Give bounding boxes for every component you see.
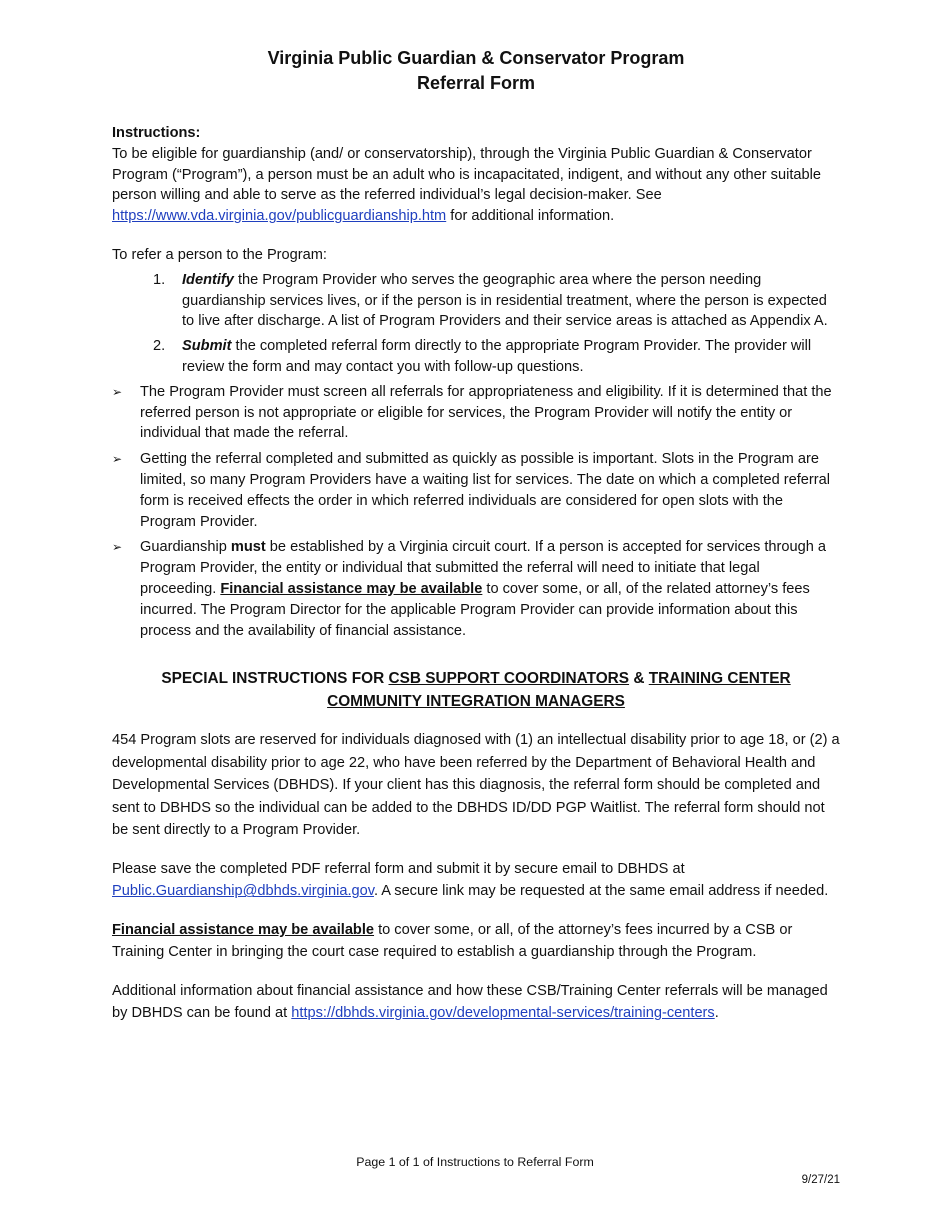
special-instructions-heading: SPECIAL INSTRUCTIONS FOR CSB SUPPORT COORDINATORS & TRAINING CENTER COMMUNITY INTEGRATION MANAGERS xyxy=(161,670,791,711)
dbhds-training-link[interactable]: https://dbhds.virginia.gov/developmental-services/training-centers xyxy=(291,1005,715,1022)
vda-link[interactable]: https://www.vda.virginia.gov/publicguardianship.htm xyxy=(112,208,447,225)
arrowhead-bullet-icon: ➢ xyxy=(112,384,123,399)
financial-paragraph: Financial assistance may be available to cover some, or all, of the attorney’s fees incurred by a CSB or Training Center in bringing the court case required to establish a guardianship through the Program. xyxy=(112,921,793,961)
refer-lead: To refer a person to the Program: xyxy=(112,246,327,263)
submit-paragraph: Please save the completed PDF referral form and submit it by secure email to DBHDS at Public.Guardianship@dbhds.virginia.gov. A secure link may be requested at the same email address if needed. xyxy=(112,860,829,900)
list-item: ➢ The Program Provider must screen all referrals for appropriateness and eligibility. If it is determined that the referred person is not appropriate or eligible for services, the Program Provider will notify the entity or individual that made the referral. xyxy=(112,383,832,442)
instructions-heading: Instructions: xyxy=(112,125,201,141)
additional-info-paragraph: Additional information about financial assistance and how these CSB/Training Center referrals will be managed by DBHDS can be found at https://dbhds.virginia.gov/developmental-services/training-centers. xyxy=(112,982,828,1022)
list-item: 1. Identify the Program Provider who serves the geographic area where the person needing guardianship services lives, or if the person is in residential treatment, where the person is expected to live after discharge. A list of Program Providers and their service areas is attached as Appendix A. xyxy=(153,271,828,330)
list-item: ➢ Guardianship must be established by a Virginia circuit court. If a person is accepted for services through a Program Provider, the entity or individual that submitted the referral will need to initiate that legal proceeding. Financial assistance may be available to cover some, or all, of the related attorney’s fees incurred. The Program Director for the applicable Program Provider can provide information about this process and the availability of financial assistance. xyxy=(112,539,827,639)
document-page xyxy=(112,46,840,1025)
page-subtitle: Referral Form xyxy=(416,73,536,93)
page-title: Virginia Public Guardian & Conservator Program xyxy=(267,48,685,68)
bullet-list xyxy=(112,382,840,642)
arrowhead-bullet-icon: ➢ xyxy=(112,540,123,555)
list-item: 2. Submit the completed referral form directly to the appropriate Program Provider. The provider will review the form and may contact you with follow-up questions. xyxy=(153,338,812,375)
slots-paragraph: 454 Program slots are reserved for individuals diagnosed with (1) an intellectual disability prior to age 18, or (2) a developmental disability prior to age 22, who have been referred by the Department of Behavioral Health and Developmental Services (DBHDS). If your client has this diagnosis, the referral form should be completed and sent to DBHDS so the individual can be added to the DBHDS ID/DD PGP Waitlist. The referral form should not be sent directly to a Program Provider. xyxy=(112,732,840,839)
revision-date: 9/27/21 xyxy=(801,1174,840,1186)
dbhds-email-link[interactable]: Public.Guardianship@dbhds.virginia.gov xyxy=(112,883,374,900)
steps-list xyxy=(112,270,840,378)
arrowhead-bullet-icon: ➢ xyxy=(112,452,123,467)
list-item: ➢ Getting the referral completed and submitted as quickly as possible is important. Slots in the Program are limited, so many Program Providers have a waiting list for services. The date on which a completed referral form is received effects the order in which referred individuals are considered for open slots with the Program Provider. xyxy=(112,451,830,530)
instructions-intro: To be eligible for guardianship (and/ or conservatorship), through the Virginia Public Guardian & Conservator Program (“Program”), a person must be an adult who is incapacitated, indigent, and without any other suitable person willing and able to serve as the referred individual’s legal decision-maker. See https://www.vda.virginia.gov/publicguardianship.htm for additional information. xyxy=(112,145,821,225)
page-footer: Page 1 of 1 of Instructions to Referral Form xyxy=(356,1155,594,1169)
